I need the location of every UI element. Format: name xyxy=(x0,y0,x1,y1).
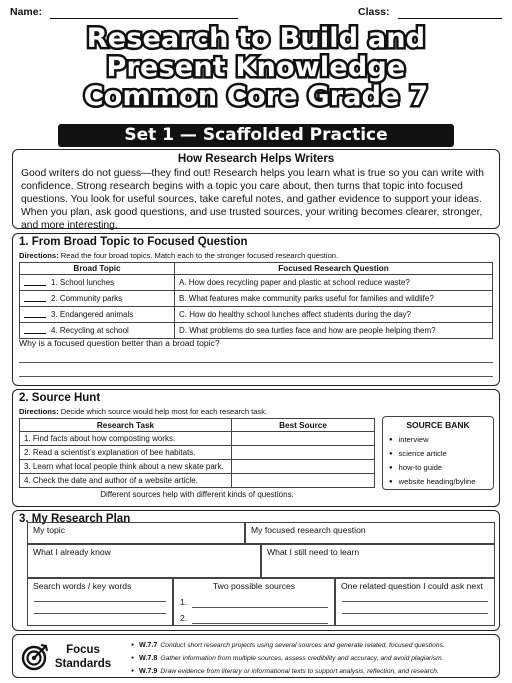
title-line-2: Present Knowledge xyxy=(106,52,406,83)
table-row: 1. Find facts about how composting works. xyxy=(20,432,375,446)
set-banner: Set 1 — Scaffolded Practice xyxy=(58,124,454,147)
title-line-1: Research to Build and xyxy=(86,23,426,54)
writing-line[interactable] xyxy=(342,613,488,614)
table-row: 4. Check the date and author of a website article. xyxy=(20,474,375,488)
col-best-source: Best Source xyxy=(232,419,375,432)
source-bank xyxy=(382,416,494,490)
focus-label: Focus Standards xyxy=(54,644,112,670)
writing-line[interactable] xyxy=(34,613,166,614)
already-know-box[interactable]: What I already know xyxy=(27,544,261,578)
table-row: 2. Community parks B. What features make community parks useful for families and wildlife? xyxy=(20,291,493,307)
col-broad-topic: Broad Topic xyxy=(20,263,175,275)
table-row: 1. School lunches A. How does recycling paper and plastic at school reduce waste? xyxy=(20,275,493,291)
list-item: ● interview xyxy=(389,433,487,447)
standards-list xyxy=(131,639,445,678)
my-topic-box[interactable]: My topic xyxy=(27,522,245,544)
student-header xyxy=(6,6,506,22)
class-label: Class: xyxy=(358,6,390,18)
col-research-task: Research Task xyxy=(20,419,232,432)
source-table xyxy=(19,418,375,501)
section3-title: 3. My Research Plan xyxy=(19,513,131,525)
list-item: ● W.7.7 Conduct short research projects using several sources and generate related, focused questions. xyxy=(131,639,445,652)
answer-cell[interactable] xyxy=(232,474,375,488)
possible-sources-box: Two possible sources 1. 2. xyxy=(173,578,335,626)
search-words-box[interactable]: Search words / key words xyxy=(27,578,173,626)
list-item: ● W.7.8 Gather information from multiple sources, assess credibility and accuracy, and avoid plagiarism. xyxy=(131,652,445,665)
section-source-hunt xyxy=(12,389,500,507)
section-research-plan xyxy=(12,510,500,631)
worksheet xyxy=(6,4,506,680)
writing-line[interactable] xyxy=(19,362,493,363)
answer-cell[interactable] xyxy=(232,446,375,460)
list-item: ● W.7.9 Draw evidence from literary or informational texts to support analysis, reflection, and research. xyxy=(131,665,445,678)
page-title xyxy=(6,24,506,111)
focused-question-box[interactable]: My focused research question xyxy=(245,522,495,544)
need-to-learn-box[interactable]: What I still need to learn xyxy=(261,544,495,578)
answer-blank[interactable] xyxy=(24,326,46,334)
intro-heading: How Research Helps Writers xyxy=(177,153,335,165)
name-line[interactable] xyxy=(50,18,238,19)
section1-directions: Directions: Read the four broad topics. Match each to the stronger focused research question. xyxy=(19,251,339,260)
section2-directions: Directions: Decide which source would help most for each research task. xyxy=(19,407,268,416)
section2-title: 2. Source Hunt xyxy=(19,392,101,404)
related-question-box[interactable]: One related question I could ask next xyxy=(335,578,495,626)
name-label: Name: xyxy=(10,6,43,18)
table-row: 3. Endangered animals C. How do healthy school lunches affect students during the day? xyxy=(20,307,493,323)
matching-table xyxy=(19,262,493,339)
focus-standards xyxy=(12,634,500,678)
writing-line[interactable] xyxy=(19,376,493,377)
intro-body: Good writers do not guess—they find out! Research helps you learn what is true so you can write with confidence. Strong research begins with a topic you care about, then turns that topic into focused questions. You look for useful sources, take careful notes, and gather evidence to support your ideas. When you plan, ask good questions, and use trusted sources, your writing becomes clearer, stronger, and more interesting. xyxy=(21,168,485,231)
source-2-label: 2. xyxy=(180,613,188,623)
list-item: ● how-to guide xyxy=(389,461,487,475)
source-bank-title: SOURCE BANK xyxy=(406,420,470,430)
intro-box xyxy=(12,149,500,229)
answer-blank[interactable] xyxy=(24,278,46,286)
answer-cell[interactable] xyxy=(232,460,375,474)
section-broad-to-focused xyxy=(12,233,500,386)
source-2-line[interactable] xyxy=(192,623,328,624)
title-line-3: Common Core Grade 7 xyxy=(83,81,429,112)
list-item: ● science article xyxy=(389,447,487,461)
table-row: 2. Read a scientist’s explanation of bee habitats. xyxy=(20,446,375,460)
writing-line[interactable] xyxy=(34,601,166,602)
section2-footer: Different sources help with different kinds of questions. xyxy=(100,489,294,499)
answer-blank[interactable] xyxy=(24,310,46,318)
answer-blank[interactable] xyxy=(24,294,46,302)
class-line[interactable] xyxy=(398,18,502,19)
answer-cell[interactable] xyxy=(232,432,375,446)
list-item: ● website heading/byline xyxy=(389,475,487,489)
table-row: 4. Recycling at school D. What problems do sea turtles face and how are people helping them? xyxy=(20,323,493,339)
section1-title: 1. From Broad Topic to Focused Question xyxy=(19,236,248,248)
source-1-label: 1. xyxy=(180,597,188,607)
section1-prompt: Why is a focused question better than a broad topic? xyxy=(19,338,220,348)
source-1-line[interactable] xyxy=(192,607,328,608)
col-focused-question: Focused Research Question xyxy=(175,263,493,275)
table-row: 3. Learn what local people think about a new skate park. xyxy=(20,460,375,474)
target-icon xyxy=(21,643,49,671)
writing-line[interactable] xyxy=(342,601,488,602)
